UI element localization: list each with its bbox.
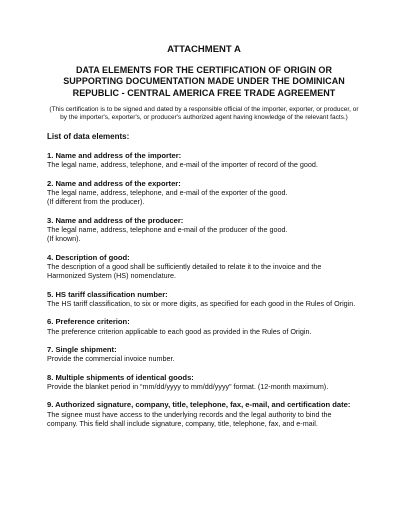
certification-note: (This certification is to be signed and dated by a responsible official of the importer, exporter, or producer, or by the importer's, exporter's, or producer's authorized agent having knowledge of the relevant facts.): [49, 105, 359, 122]
item-heading: 5. HS tariff classification number:: [47, 289, 168, 299]
item-heading: 3. Name and address of the producer:: [47, 215, 184, 225]
item-text: The legal name, address, telephone, and e-mail of the importer of record of the good.: [47, 160, 318, 170]
item-text: Provide the commercial invoice number.: [47, 354, 175, 364]
document-title: DATA ELEMENTS FOR THE CERTIFICATION OF ORIGIN OR SUPPORTING DOCUMENTATION MADE UNDER THE DOMINICAN REPUBLIC - CENTRAL AMERICA FREE TRADE AGREEMENT: [63, 65, 345, 98]
item-heading: 1. Name and address of the importer:: [47, 150, 182, 160]
item-text: Provide the blanket period in “mm/dd/yyyy to mm/dd/yyyy” format. (12-month maximum).: [47, 382, 329, 392]
item-heading: 7. Single shipment:: [47, 345, 117, 354]
item-text: The description of a good shall be sufficiently detailed to relate it to the invoice and the Harmonized System (HS) nomenclature.: [47, 262, 322, 281]
data-element-importer: [47, 151, 361, 170]
item-heading: 6. Preference criterion:: [47, 317, 130, 327]
data-element-exporter: [47, 179, 361, 207]
item-heading: 2. Name and address of the exporter:: [47, 178, 181, 188]
item-text: The signee must have access to the underlying records and the legal authority to bind the company. This field shall include signature, company, title, telephone, fax, and e-mail.: [47, 409, 332, 429]
item-note: (If known).: [47, 234, 81, 244]
data-element-single-shipment: [47, 345, 361, 364]
item-text: The HS tariff classification, to six or more digits, as specified for each good in the Rules of Origin.: [47, 299, 356, 308]
data-element-description: [47, 253, 361, 281]
item-heading: 4. Description of good:: [47, 252, 130, 262]
attachment-label: ATTACHMENT A: [167, 44, 241, 55]
data-element-producer: [47, 216, 361, 244]
item-heading: 9. Authorized signature, company, title, telephone, fax, e-mail, and certification date:: [47, 400, 351, 410]
list-heading: List of data elements:: [47, 131, 130, 141]
data-element-authorized-signature: [47, 400, 361, 428]
item-note: (If different from the producer).: [47, 197, 145, 207]
item-text: The legal name, address, telephone, and e-mail of the exporter of the good.: [47, 188, 288, 197]
item-text: The legal name, address, telephone and e-mail of the producer of the good.: [47, 225, 288, 234]
document-content: [47, 44, 361, 428]
data-element-multiple-shipments: [47, 373, 361, 392]
item-heading: 8. Multiple shipments of identical goods:: [47, 372, 194, 382]
item-text: The preference criterion applicable to each good as provided in the Rules of Origin.: [47, 326, 312, 336]
data-element-preference-criterion: [47, 317, 361, 336]
data-element-hs-classification: [47, 290, 361, 309]
